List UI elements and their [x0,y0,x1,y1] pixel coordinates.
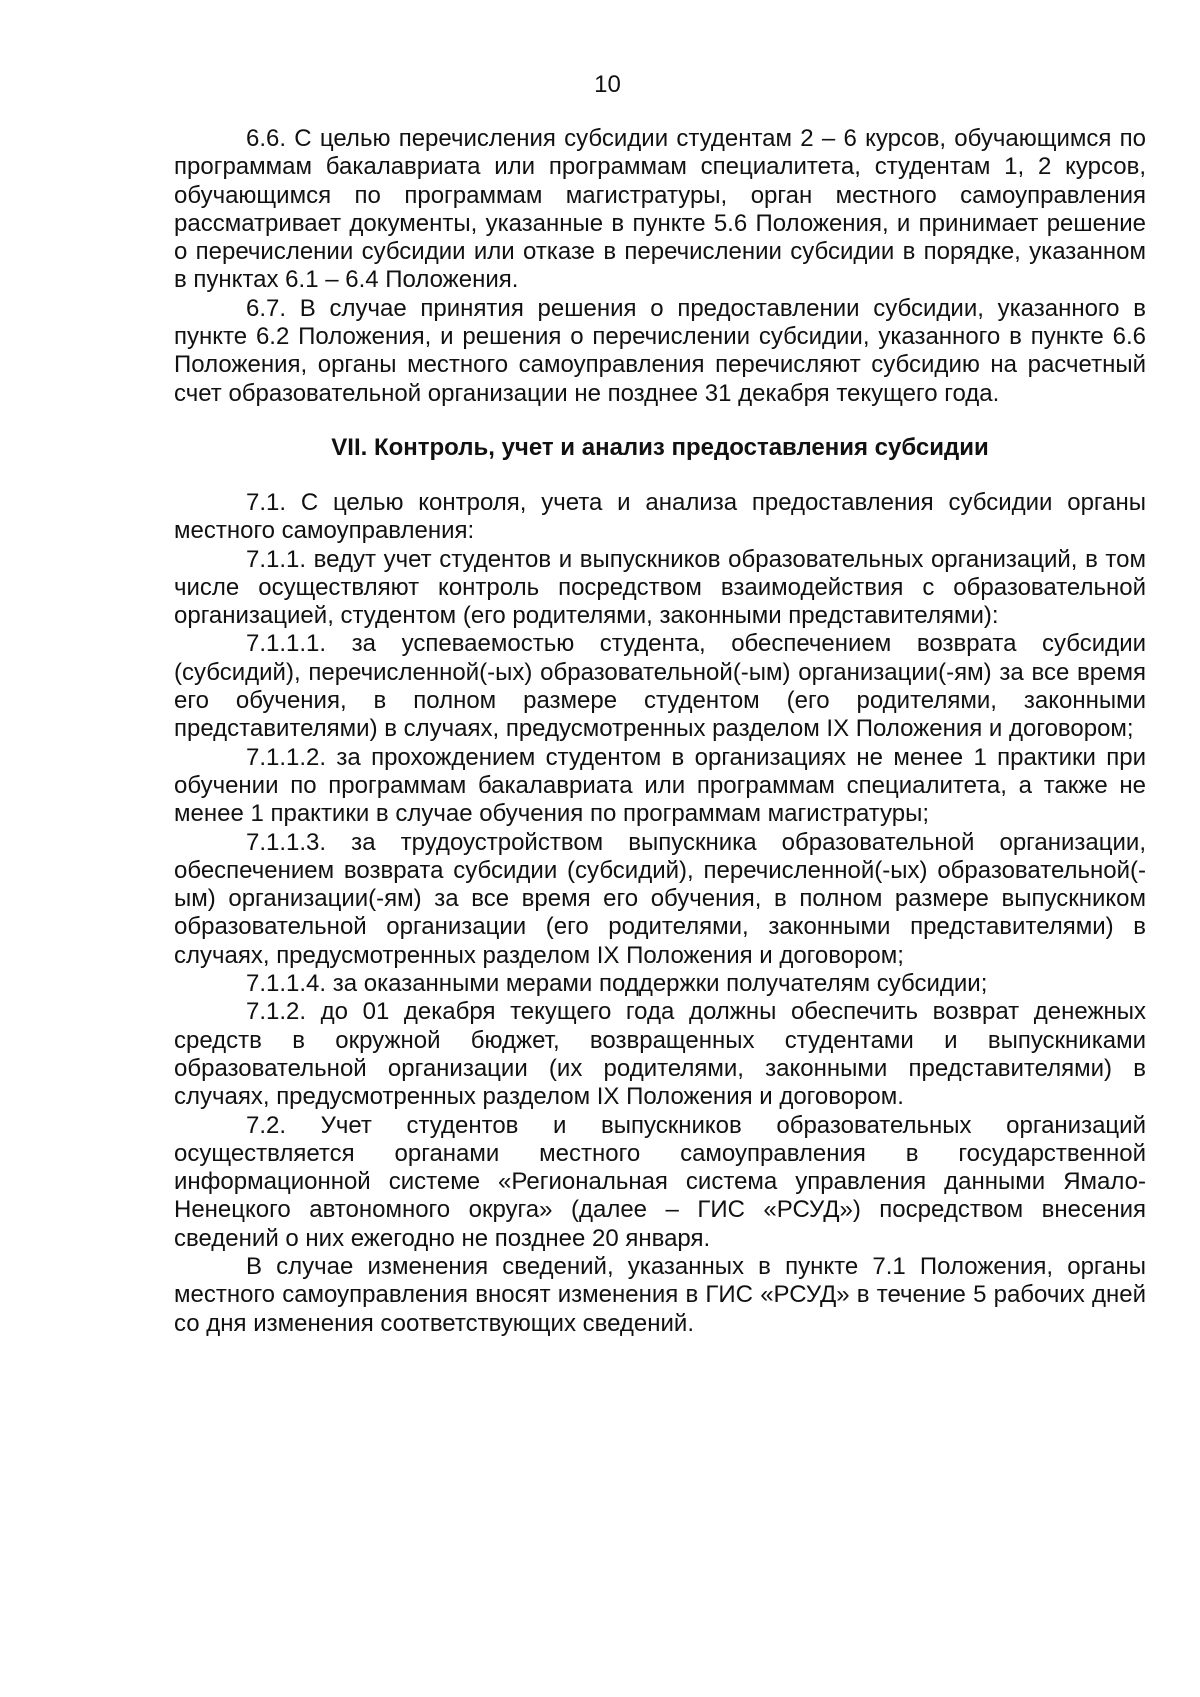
paragraph-7-1-1-1: 7.1.1.1. за успеваемостью студента, обеспечением возврата субсидии (субсидий), перечисленной(-ых) образовательной(-ым) организации(-ям) за все время его обучения, в полном размере студентом (его родителями, законными представителями) в случаях, предусмотренных разделом IX Положения и договором; [174,630,1146,743]
paragraph-7-2: 7.2. Учет студентов и выпускников образовательных организаций осуществляется органами местного самоуправления в государственной информационной системе «Региональная система управления данными Ямало-Ненецкого автономного округа» (далее – ГИС «РСУД») посредством внесения сведений о них ежегодно не позднее 20 января. [174,1111,1146,1252]
paragraph-6-6: 6.6. С целью перечисления субсидии студентам 2 – 6 курсов, обучающимся по программам бакалавриата или программам специалитета, студентам 1, 2 курсов, обучающимся по программам магистратуры, орган местного самоуправления рассматривает документы, указанные в пункте 5.6 Положения, и принимает решение о перечислении субсидии или отказе в перечислении субсидии в порядке, указанном в пунктах 6.1 – 6.4 Положения. [174,125,1146,294]
paragraph-7-2-changes: В случае изменения сведений, указанных в пункте 7.1 Положения, органы местного самоуправления вносят изменения в ГИС «РСУД» в течение 5 рабочих дней со дня изменения соответствующих сведений. [174,1252,1146,1337]
document-body [174,125,1146,1338]
paragraph-7-1: 7.1. С целью контроля, учета и анализа предоставления субсидии органы местного самоуправления: [174,488,1146,545]
paragraph-7-1-1-2: 7.1.1.2. за прохождением студентом в организациях не менее 1 практики при обучении по программам бакалавриата или программам специалитета, а также не менее 1 практики в случае обучения по программам магистратуры; [174,743,1146,828]
paragraph-6-7: 6.7. В случае принятия решения о предоставлении субсидии, указанного в пункте 6.2 Положения, и решения о перечислении субсидии, указанного в пункте 6.6 Положения, органы местного самоуправления перечисляют субсидию на расчетный счет образовательной организации не позднее 31 декабря текущего года. [174,294,1146,407]
paragraph-7-1-1: 7.1.1. ведут учет студентов и выпускников образовательных организаций, в том числе осуществляют контроль посредством взаимодействия с образовательной организацией, студентом (его родителями, законными представителями): [174,545,1146,630]
page-number: 10 [594,71,621,98]
section-heading: VII. Контроль, учет и анализ предоставления субсидии [331,433,989,461]
paragraph-7-1-2: 7.1.2. до 01 декабря текущего года должны обеспечить возврат денежных средств в окружной бюджет, возвращенных студентами и выпускниками образовательной организации (их родителями, законными представителями) в случаях, предусмотренных разделом IX Положения и договором. [174,998,1146,1111]
paragraph-7-1-1-4: 7.1.1.4. за оказанными мерами поддержки получателям субсидии; [246,970,988,998]
paragraph-7-1-1-3: 7.1.1.3. за трудоустройством выпускника образовательной организации, обеспечением возврата субсидии (субсидий), перечисленной(-ых) образовательной(-ым) организации(-ям) за все время его обучения, в полном размере выпускником образовательной организации (его родителями, законными представителями) в случаях, предусмотренных разделом IX Положения и договором; [174,828,1146,969]
